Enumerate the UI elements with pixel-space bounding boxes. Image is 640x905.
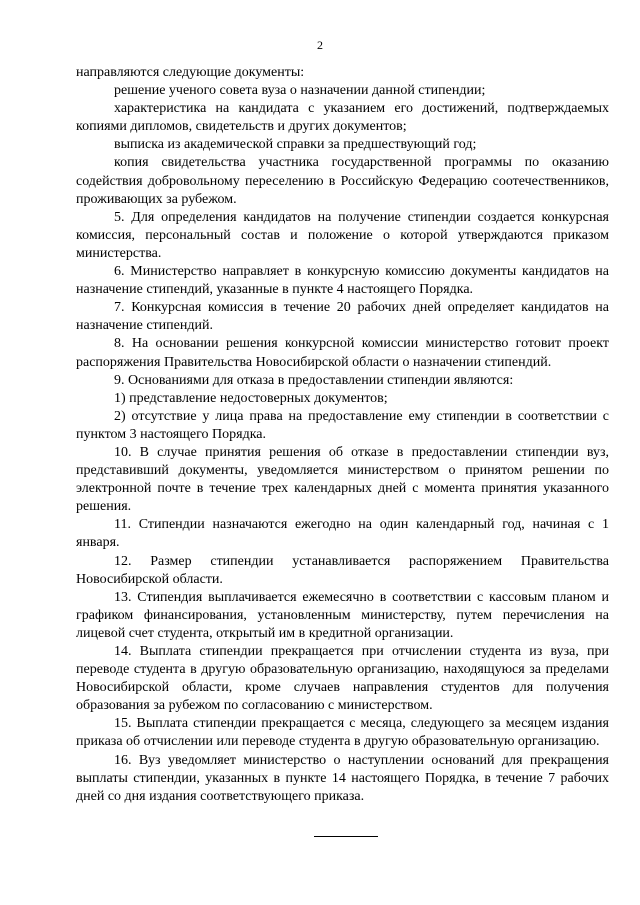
paragraph-clause-10: 10. В случае принятия решения об отказе в предоставлении стипендии вуз, представивший документы, уведомляется министерством о принятом решении по электронной почте в течение трех календарных дней с момента принятия указанного решения. <box>76 444 609 515</box>
page-number: 2 <box>317 38 323 52</box>
paragraph-intro: направляются следующие документы: <box>76 65 305 80</box>
paragraph-subitem-1: 1) представление недостоверных документов; <box>114 390 388 406</box>
document-body <box>76 64 609 806</box>
paragraph-clause-7: 7. Конкурсная комиссия в течение 20 рабочих дней определяет кандидатов на назначение стипендий. <box>76 300 609 334</box>
paragraph-clause-11: 11. Стипендии назначаются ежегодно на один календарный год, начиная с 1 января. <box>76 517 609 551</box>
paragraph-list-item: копия свидетельства участника государственной программы по оказанию содействия добровольному переселению в Российскую Федерацию соотечественников, проживающих за рубежом. <box>76 155 609 207</box>
paragraph-subitem-2: 2) отсутствие у лица права на предоставление ему стипендии в соответствии с пунктом 3 настоящего Порядка. <box>76 408 609 442</box>
paragraph-list-item: выписка из академической справки за предшествующий год; <box>114 137 477 153</box>
paragraph-clause-12: 12. Размер стипендии устанавливается распоряжением Правительства Новосибирской области. <box>76 553 609 587</box>
paragraph-list-item: решение ученого совета вуза о назначении данной стипендии; <box>114 83 486 99</box>
paragraph-clause-16: 16. Вуз уведомляет министерство о наступлении оснований для прекращения выплаты стипендии, указанных в пункте 14 настоящего Порядка, в течение 7 рабочих дней со дня издания соответствующего приказа. <box>76 752 609 804</box>
paragraph-clause-14: 14. Выплата стипендии прекращается при отчислении студента из вуза, при переводе студента в другую образовательную организацию, находящуюся за пределами Новосибирской области, кроме случаев направления студентов для получения образования за рубежом по согласованию с министерством. <box>76 644 609 714</box>
paragraph-clause-13: 13. Стипендия выплачивается ежемесячно в соответствии с кассовым планом и графиком финансирования, установленным министерству, путем перечисления на лицевой счет студента, открытый им в кредитной организации. <box>76 589 609 641</box>
paragraph-clause-9: 9. Основаниями для отказа в предоставлении стипендии являются: <box>114 372 514 388</box>
paragraph-clause-15: 15. Выплата стипендии прекращается с месяца, следующего за месяцем издания приказа об отчислении или переводе студента в другую образовательную организацию. <box>76 716 609 750</box>
paragraph-clause-6: 6. Министерство направляет в конкурсную комиссию документы кандидатов на назначение стипендий, указанные в пункте 4 настоящего Порядка. <box>76 264 609 298</box>
paragraph-list-item: характеристика на кандидата с указанием его достижений, подтверждаемых копиями дипломов, свидетельств и других документов; <box>76 101 609 135</box>
paragraph-clause-8: 8. На основании решения конкурсной комиссии министерство готовит проект распоряжения Правительства Новосибирской области о назначении стипендий. <box>76 336 609 370</box>
paragraph-clause-5: 5. Для определения кандидатов на получение стипендии создается конкурсная комиссия, персональный состав и положение о которой утверждаются приказом министерства. <box>76 209 609 261</box>
end-separator-line <box>314 836 378 837</box>
